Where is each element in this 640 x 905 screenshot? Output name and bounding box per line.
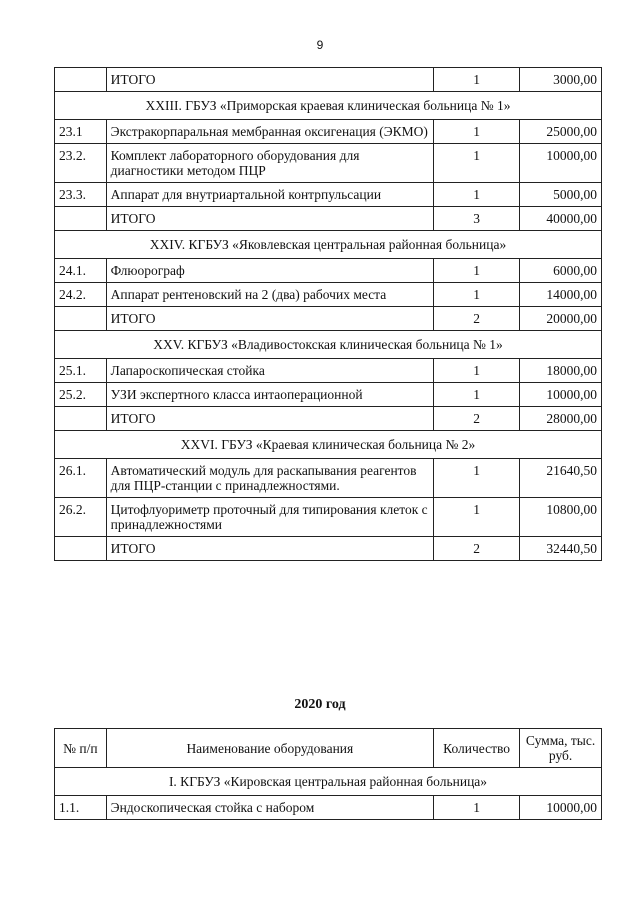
equipment-name: Автоматический модуль для раскапывания реагентов для ПЦР-станции с принадлежностями.	[106, 459, 433, 498]
sum: 32440,50	[520, 537, 602, 561]
equipment-table-body	[55, 68, 602, 561]
quantity: 1	[434, 183, 520, 207]
sum: 18000,00	[520, 359, 602, 383]
row-number	[55, 307, 107, 331]
quantity: 2	[434, 537, 520, 561]
quantity: 3	[434, 207, 520, 231]
section-title: I. КГБУЗ «Кировская центральная районная больница»	[55, 768, 602, 796]
table-row	[55, 259, 602, 283]
table-row	[55, 459, 602, 498]
table-row	[55, 183, 602, 207]
equipment-name: УЗИ экспертного класса интаоперационной	[106, 383, 433, 407]
quantity: 1	[434, 120, 520, 144]
table-row	[55, 796, 602, 820]
equipment-name: ИТОГО	[106, 407, 433, 431]
table-row	[55, 498, 602, 537]
row-number: 24.1.	[55, 259, 107, 283]
equipment-name: Цитофлуориметр проточный для типирования клеток с принадлежностями	[106, 498, 433, 537]
quantity: 1	[434, 383, 520, 407]
equipment-name: ИТОГО	[106, 207, 433, 231]
equipment-name: ИТОГО	[106, 68, 433, 92]
table-row	[55, 207, 602, 231]
row-number: 25.2.	[55, 383, 107, 407]
header-sum: Сумма, тыс. руб.	[520, 729, 602, 768]
row-number: 26.2.	[55, 498, 107, 537]
table-row	[55, 537, 602, 561]
row-number	[55, 537, 107, 561]
row-number: 23.2.	[55, 144, 107, 183]
sum: 40000,00	[520, 207, 602, 231]
equipment-table-body	[55, 768, 602, 820]
equipment-table-2020	[54, 728, 602, 820]
quantity: 2	[434, 407, 520, 431]
sum: 21640,50	[520, 459, 602, 498]
sum: 6000,00	[520, 259, 602, 283]
sum: 3000,00	[520, 68, 602, 92]
quantity: 1	[434, 459, 520, 498]
year-heading: 2020 год	[294, 697, 346, 712]
quantity: 1	[434, 498, 520, 537]
table-header	[55, 729, 602, 768]
row-number: 1.1.	[55, 796, 107, 820]
section-title: XXIV. КГБУЗ «Яковлевская центральная районная больница»	[55, 231, 602, 259]
table-row	[55, 407, 602, 431]
section-row	[55, 768, 602, 796]
quantity: 1	[434, 144, 520, 183]
section-row	[55, 231, 602, 259]
sum: 25000,00	[520, 120, 602, 144]
sum: 10000,00	[520, 383, 602, 407]
header-qty: Количество	[434, 729, 520, 768]
row-number	[55, 407, 107, 431]
equipment-name: ИТОГО	[106, 307, 433, 331]
row-number: 23.3.	[55, 183, 107, 207]
header-num: № п/п	[55, 729, 107, 768]
sum: 5000,00	[520, 183, 602, 207]
quantity: 1	[434, 796, 520, 820]
table-row	[55, 307, 602, 331]
section-title: XXIII. ГБУЗ «Приморская краевая клиническая больница № 1»	[55, 92, 602, 120]
equipment-name: Аппарат для внутриартальной контрпульсации	[106, 183, 433, 207]
equipment-name: Лапароскопическая стойка	[106, 359, 433, 383]
row-number: 23.1	[55, 120, 107, 144]
quantity: 1	[434, 68, 520, 92]
table-row	[55, 359, 602, 383]
sum: 10000,00	[520, 796, 602, 820]
sum: 28000,00	[520, 407, 602, 431]
section-title: XXV. КГБУЗ «Владивостокская клиническая больница № 1»	[55, 331, 602, 359]
table-row	[55, 283, 602, 307]
table-row	[55, 144, 602, 183]
table-row	[55, 383, 602, 407]
row-number	[55, 207, 107, 231]
equipment-name: ИТОГО	[106, 537, 433, 561]
page-number: 9	[316, 38, 324, 52]
section-row	[55, 331, 602, 359]
row-number: 25.1.	[55, 359, 107, 383]
row-number: 26.1.	[55, 459, 107, 498]
table-row	[55, 68, 602, 92]
section-row	[55, 92, 602, 120]
equipment-name: Экстракорпаральная мембранная оксигенация (ЭКМО)	[106, 120, 433, 144]
sum: 10800,00	[520, 498, 602, 537]
row-number: 24.2.	[55, 283, 107, 307]
equipment-name: Аппарат рентеновский на 2 (два) рабочих места	[106, 283, 433, 307]
table-row	[55, 120, 602, 144]
quantity: 1	[434, 259, 520, 283]
header-name: Наименование оборудования	[106, 729, 433, 768]
quantity: 1	[434, 359, 520, 383]
equipment-name: Флюорограф	[106, 259, 433, 283]
header-row	[55, 729, 602, 768]
equipment-name: Комплект лабораторного оборудования для диагностики методом ПЦР	[106, 144, 433, 183]
sum: 10000,00	[520, 144, 602, 183]
section-title: XXVI. ГБУЗ «Краевая клиническая больница № 2»	[55, 431, 602, 459]
quantity: 2	[434, 307, 520, 331]
section-row	[55, 431, 602, 459]
quantity: 1	[434, 283, 520, 307]
sum: 20000,00	[520, 307, 602, 331]
sum: 14000,00	[520, 283, 602, 307]
equipment-name: Эндоскопическая стойка с набором	[106, 796, 433, 820]
equipment-table-2019	[54, 67, 602, 561]
row-number	[55, 68, 107, 92]
